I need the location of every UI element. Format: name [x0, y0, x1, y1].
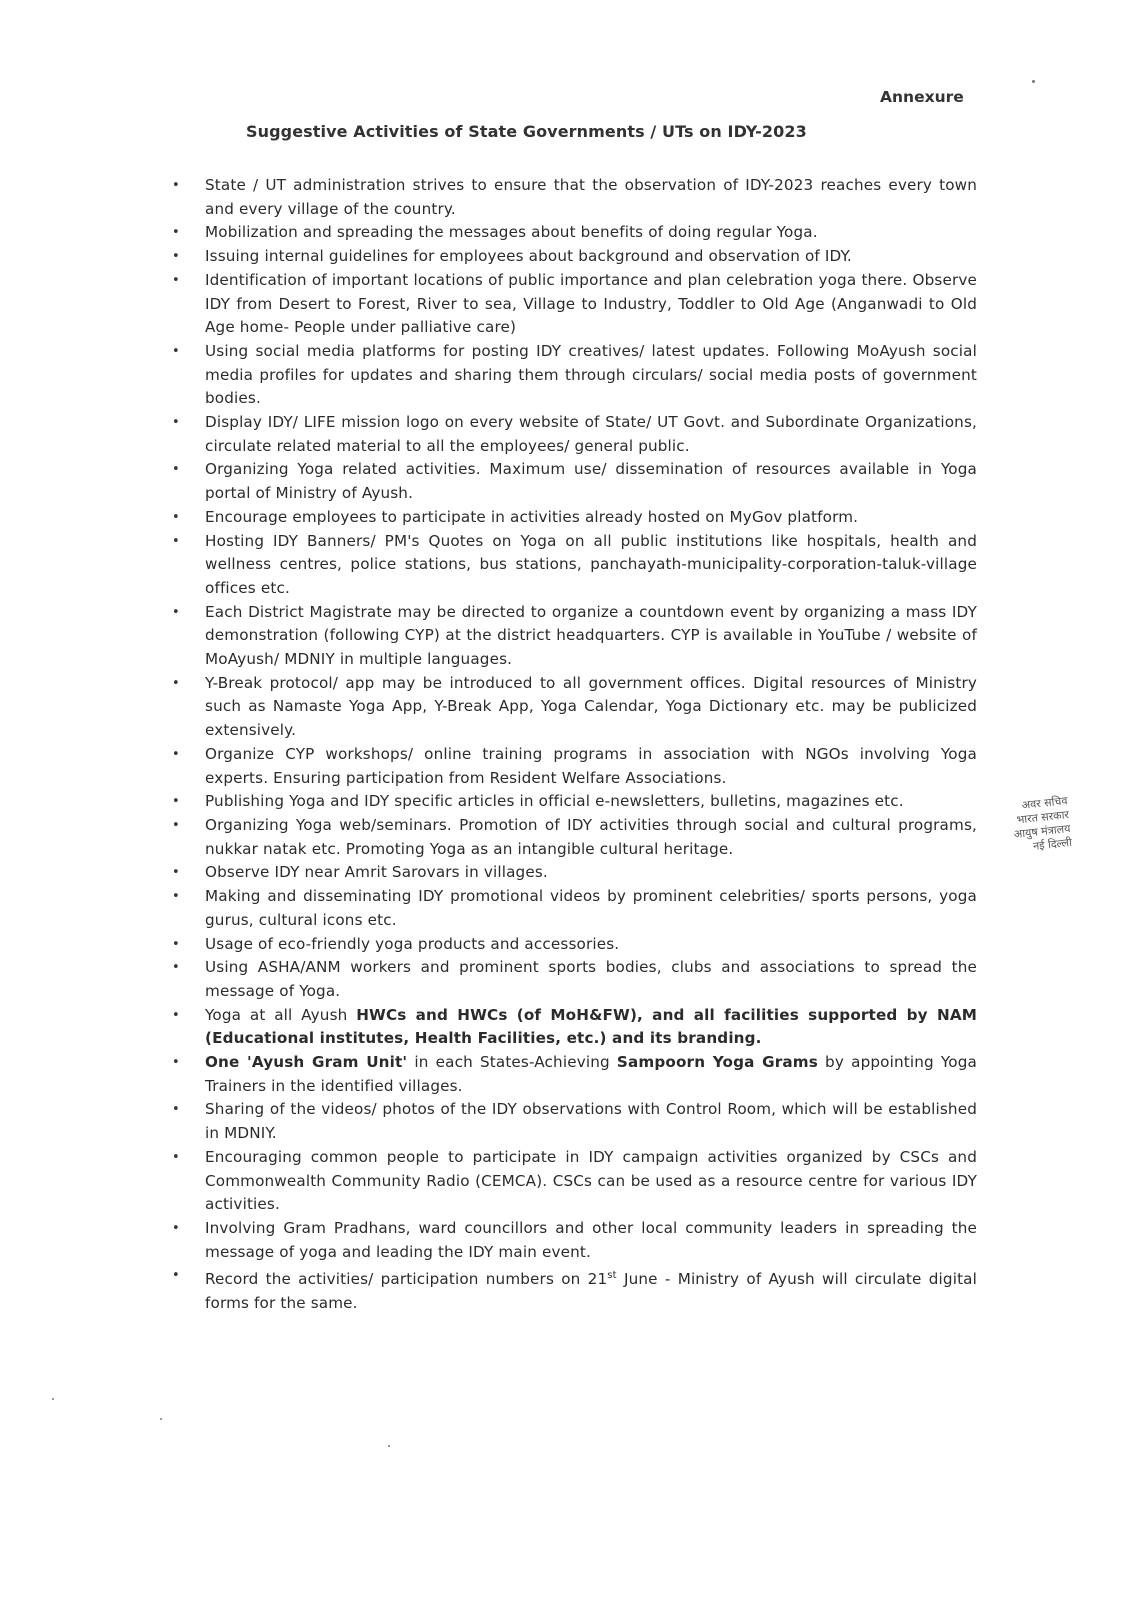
activity-text: Issuing internal guidelines for employees about background and observation of IDY.: [205, 247, 852, 266]
bullet-icon: •: [172, 817, 180, 833]
activity-text: Organizing Yoga related activities. Maximum use/ dissemination of resources available in Yoga portal of Ministry of Ayush.: [205, 460, 977, 503]
activity-item: [172, 790, 977, 814]
activity-item: [172, 956, 977, 1003]
activity-item: [172, 601, 977, 672]
bullet-icon: •: [172, 1055, 180, 1071]
activity-item: [172, 885, 977, 932]
bullet-icon: •: [172, 272, 180, 288]
scan-speck: [1032, 80, 1035, 83]
bullet-icon: •: [172, 1268, 180, 1284]
stamp-line: नई दिल्ली: [1032, 835, 1073, 853]
activity-text: Hosting IDY Banners/ PM's Quotes on Yoga on all public institutions like hospitals, health and wellness centres, police stations, bus stations, panchayath-municipality-corporation-taluk-village offices etc.: [205, 531, 977, 597]
activity-item: [172, 1004, 977, 1051]
activity-text: State / UT administration strives to ensure that the observation of IDY-2023 reaches every town and every village of the country.: [205, 176, 977, 218]
activity-text: Involving Gram Pradhans, ward councillors and other local community leaders in spreading the message of yoga and leading the IDY main event.: [205, 1218, 977, 1261]
bullet-icon: •: [172, 225, 180, 241]
activity-item: [172, 340, 977, 411]
activity-item: [172, 672, 977, 743]
activity-item: [172, 221, 977, 245]
bullet-icon: •: [172, 1102, 180, 1118]
bullet-icon: •: [172, 509, 180, 525]
activity-text: Using ASHA/ANM workers and prominent sports bodies, clubs and associations to spread the message of Yoga.: [205, 958, 977, 1000]
activity-text: Encourage employees to participate in activities already hosted on MyGov platform.: [205, 507, 859, 526]
activity-text: Yoga at all Ayush: [205, 1005, 357, 1024]
activity-text: Identification of important locations of public importance and plan celebration yoga there. Observe IDY from Desert to Forest, River to sea, Village to Industry, Toddler to Old Age (Anganwadi to Old Age home- People under palliative care): [205, 270, 977, 337]
bullet-icon: •: [172, 1007, 180, 1023]
document-title: Suggestive Activities of State Governments / UTs on IDY-2023: [246, 122, 807, 141]
activities-list: [172, 174, 977, 1316]
stamp-line: आयुष मंत्रालय: [1013, 821, 1072, 841]
activity-text: Sharing of the videos/ photos of the IDY observations with Control Room, which will be established in MDNIY.: [205, 1100, 977, 1143]
activity-text: Usage of eco-friendly yoga products and accessories.: [205, 934, 620, 953]
activity-text: Observe IDY near Amrit Sarovars in villages.: [205, 863, 548, 882]
activity-text: Display IDY/ LIFE mission logo on every website of State/ UT Govt. and Subordinate Organizations, circulate related material to all the employees/ general public.: [205, 413, 977, 455]
bullet-icon: •: [172, 1149, 180, 1165]
activity-text: Encouraging common people to participate in IDY campaign activities organized by CSCs and Commonwealth Community Radio (CEMCA). CSCs can be used as a resource centre for various IDY activities.: [205, 1147, 977, 1214]
activity-item: [172, 411, 977, 458]
activity-text: Using social media platforms for posting IDY creatives/ latest updates. Following MoAyush social media profiles for updates and sharing them through circulars/ social media posts of government bodies.: [205, 341, 977, 408]
activity-text: Y-Break protocol/ app may be introduced to all government offices. Digital resources of Ministry such as Namaste Yoga App, Y-Break App, Yoga Calendar, Yoga Dictionary etc. may be publicized extensively.: [205, 673, 977, 740]
scan-speck: [52, 1398, 54, 1400]
bullet-icon: •: [172, 960, 180, 976]
scan-speck: [388, 1445, 390, 1447]
bullet-icon: •: [172, 1220, 180, 1236]
activity-text: Publishing Yoga and IDY specific articles in official e-newsletters, bulletins, magazines etc.: [205, 792, 904, 811]
activity-item: [172, 530, 977, 601]
activity-text: Record the activities/ participation numbers on 21: [205, 1270, 608, 1289]
activity-text: June - Ministry of Ayush will circulate digital forms for the same.: [205, 1270, 977, 1313]
bullet-icon: •: [172, 675, 180, 691]
bullet-icon: •: [172, 889, 180, 905]
bullet-icon: •: [172, 604, 180, 620]
activity-text: st: [607, 1270, 617, 1282]
bullet-icon: •: [172, 936, 180, 952]
scan-speck: [160, 1418, 162, 1420]
stamp-line: भारत सरकार: [1015, 808, 1070, 827]
activity-item: [172, 861, 977, 885]
activity-item: [172, 933, 977, 957]
activity-item: [172, 506, 977, 530]
activity-item: [172, 1098, 977, 1145]
activity-item: [172, 458, 977, 505]
bullet-icon: •: [172, 249, 180, 265]
activity-item: [172, 814, 977, 861]
bullet-icon: •: [172, 746, 180, 762]
activity-text: by appointing Yoga Trainers in the identified villages.: [205, 1053, 977, 1095]
activity-item: [172, 1146, 977, 1217]
activity-item: [172, 174, 977, 221]
activity-text-bold: Sampoorn Yoga Grams: [616, 1053, 818, 1072]
activity-text-bold: HWCs and HWCs (of MoH&FW), and all facilities supported by NAM (Educational institutes, Health Facilities, etc.) and its branding.: [205, 1005, 977, 1048]
bullet-icon: •: [172, 178, 180, 193]
official-stamp-signature: [952, 794, 1072, 862]
stamp-line: अवर सचिव: [1021, 794, 1069, 812]
activity-item: [172, 1217, 977, 1264]
activity-text: Making and disseminating IDY promotional videos by prominent celebrities/ sports persons, yoga gurus, cultural icons etc.: [205, 887, 977, 929]
activity-item: [172, 743, 977, 790]
bullet-icon: •: [172, 865, 180, 881]
activity-item: [172, 1264, 977, 1315]
bullet-icon: •: [172, 343, 180, 359]
activity-text: Each District Magistrate may be directed to organize a countdown event by organizing a mass IDY demonstration (following CYP) at the district headquarters. CYP is available in YouTube / website of MoAyush/ MDNIY in multiple languages.: [205, 602, 977, 669]
activity-item: [172, 1051, 977, 1098]
bullet-icon: •: [172, 533, 180, 549]
activity-text: in each States-Achieving: [407, 1053, 617, 1072]
bullet-icon: •: [172, 794, 180, 810]
bullet-icon: •: [172, 415, 180, 431]
activity-text: Mobilization and spreading the messages about benefits of doing regular Yoga.: [205, 223, 818, 242]
activity-item: [172, 269, 977, 340]
bullet-icon: •: [172, 462, 180, 478]
activity-text: Organizing Yoga web/seminars. Promotion of IDY activities through social and cultural programs, nukkar natak etc. Promoting Yoga as an intangible cultural heritage.: [205, 815, 977, 858]
activity-item: [172, 245, 977, 269]
annexure-label: Annexure: [880, 88, 964, 106]
activity-text-bold: One 'Ayush Gram Unit': [205, 1053, 408, 1072]
activity-text: Organize CYP workshops/ online training programs in association with NGOs involving Yoga experts. Ensuring participation from Resident Welfare Associations.: [205, 744, 977, 787]
